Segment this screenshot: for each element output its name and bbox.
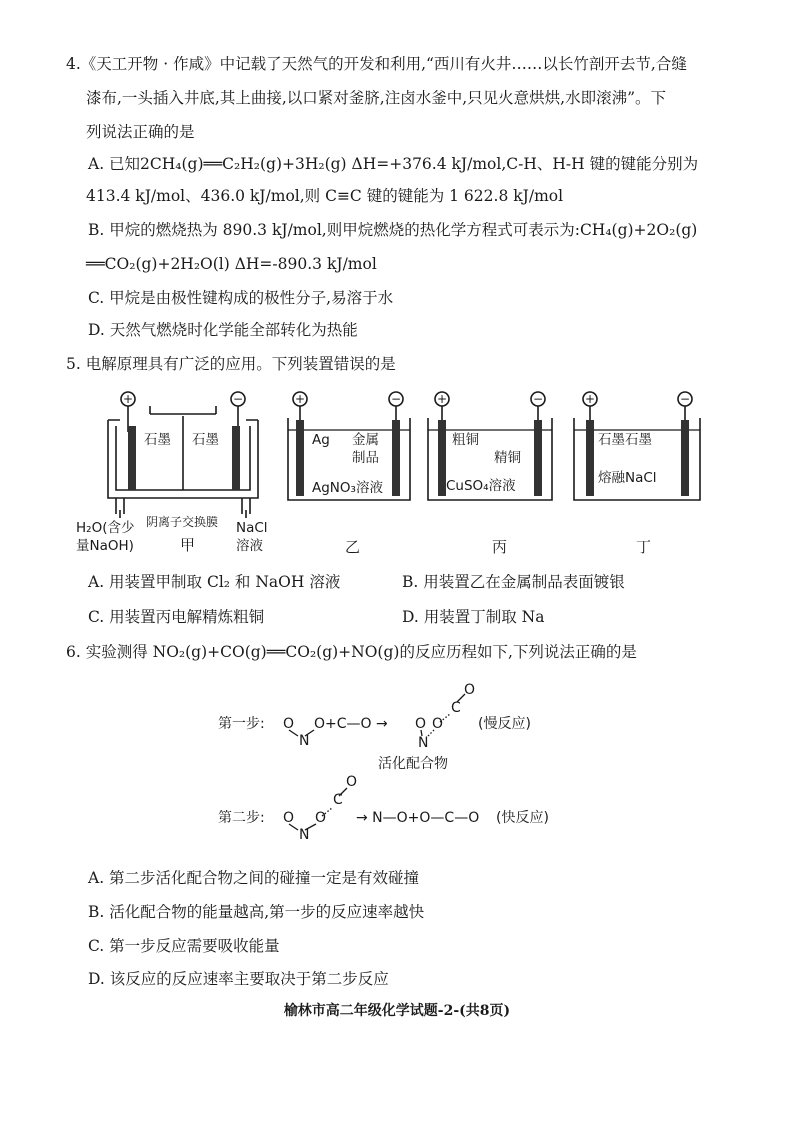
yi-right-electrode-label-line1: 金属 xyxy=(352,432,379,448)
q5-stem: 5. 电解原理具有广泛的应用。下列装置错误的是 xyxy=(66,355,396,373)
jia-left-inlet-line1: H₂O(含少 xyxy=(76,520,135,536)
q4-option-c: C. 甲烷是由极性键构成的极性分子,易溶于水 xyxy=(88,289,394,307)
q6-step2-o3: O xyxy=(346,774,358,790)
jia-left-inlet-line2: 量NaOH) xyxy=(76,538,134,554)
ding-caption: 丁 xyxy=(636,538,652,556)
q6-reaction-mechanism xyxy=(0,672,794,852)
q6-step2-o2: O xyxy=(315,810,327,826)
q4-option-d: D. 天然气燃烧时化学能全部转化为热能 xyxy=(88,321,358,339)
q5-option-d: D. 用装置丁制取 Na xyxy=(402,608,545,626)
ding-electrodes-label: 石墨石墨 xyxy=(598,432,652,448)
q6-complex-n: N xyxy=(418,735,429,751)
jia-minus-sign: − xyxy=(232,392,244,406)
q6-step2-o1: O xyxy=(283,810,295,826)
jia-right-electrode xyxy=(232,426,240,490)
bing-plus-sign: + xyxy=(436,392,448,406)
jia-right-electrode-label: 石墨 xyxy=(192,432,219,448)
q6-step1-no2-o1: O xyxy=(283,716,295,732)
yi-ag-electrode xyxy=(296,420,304,496)
page-footer: 榆林市高二年级化学试题-2-(共8页) xyxy=(283,1003,511,1019)
ding-minus-sign: − xyxy=(679,392,691,406)
q6-option-b: B. 活化配合物的能量越高,第一步的反应速率越快 xyxy=(88,903,425,921)
q5-option-c: C. 用装置丙电解精炼粗铜 xyxy=(88,608,265,626)
q6-step1-label: 第一步: xyxy=(218,716,265,732)
jia-membrane-label: 阴离子交换膜 xyxy=(146,515,219,529)
q4-stem-line2: 漆布,一头插入井底,其上曲接,以口紧对釜脐,注卤水釜中,只见火意烘烘,水即滚沸”。下 xyxy=(86,89,666,107)
jia-right-inlet-line1: NaCl xyxy=(236,520,268,536)
q6-option-c: C. 第一步反应需要吸收能量 xyxy=(88,937,280,955)
yi-right-electrode-label-line2: 制品 xyxy=(352,450,379,466)
q6-step2-note: (快反应) xyxy=(496,810,549,826)
yi-solution-label: AgNO₃溶液 xyxy=(312,480,383,496)
bing-left-electrode-label: 粗铜 xyxy=(452,432,479,448)
q4-option-a-line2: 413.4 kJ/mol、436.0 kJ/mol,则 C≡C 键的键能为 1 622.8 kJ/mol xyxy=(86,187,564,205)
q4-stem-line1: 4.《天工开物 · 作咸》中记载了天然气的开发和利用,“西川有火井……以长竹剖开去节,合缝 xyxy=(66,55,687,73)
q6-step1-no2-n: N xyxy=(299,733,310,749)
q4-option-a-line1: A. 已知2CH₄(g)══C₂H₂(g)+3H₂(g) ΔH=+376.4 kJ/mol,C-H、H-H 键的键能分别为 xyxy=(88,155,699,173)
yi-left-electrode-label: Ag xyxy=(312,432,330,448)
q5-option-b: B. 用装置乙在金属制品表面镀银 xyxy=(402,573,625,591)
jia-left-electrode-label: 石墨 xyxy=(144,432,171,448)
yi-metal-product-electrode xyxy=(392,420,400,496)
q6-complex-o1: O xyxy=(415,716,427,732)
q4-option-b-line1: B. 甲烷的燃烧热为 890.3 kJ/mol,则甲烷燃烧的热化学方程式可表示为:CH₄(g)+2O₂(g) xyxy=(88,221,698,239)
ding-plus-sign: + xyxy=(584,392,596,406)
q5-option-a: A. 用装置甲制取 Cl₂ 和 NaOH 溶液 xyxy=(88,573,341,591)
q6-option-d: D. 该反应的反应速率主要取决于第二步反应 xyxy=(88,970,389,988)
q6-step2-products: → N—O+O—C—O xyxy=(356,810,480,826)
q4-stem-line3: 列说法正确的是 xyxy=(86,123,195,141)
q6-complex-c: C xyxy=(451,700,461,716)
bing-pure-copper-electrode xyxy=(534,420,542,496)
q6-step1-reactants: O+C—O → xyxy=(314,716,388,732)
jia-right-inlet-line2: 溶液 xyxy=(236,538,263,554)
q6-step2-n: N xyxy=(299,827,310,843)
bing-caption: 丙 xyxy=(492,538,508,556)
q6-option-a: A. 第二步活化配合物之间的碰撞一定是有效碰撞 xyxy=(88,869,420,887)
bing-minus-sign: − xyxy=(532,392,544,406)
bing-solution-label: CuSO₄溶液 xyxy=(446,478,516,494)
q6-stem: 6. 实验测得 NO₂(g)+CO(g)══CO₂(g)+NO(g)的反应历程如下,下列说法正确的是 xyxy=(66,643,637,661)
q6-step2-c: C xyxy=(333,792,343,808)
q6-complex-o2: O xyxy=(432,716,444,732)
ding-left-graphite-electrode xyxy=(586,420,594,496)
ding-right-graphite-electrode xyxy=(681,420,689,496)
q5-apparatus-diagrams xyxy=(0,386,794,586)
jia-caption: 甲 xyxy=(180,536,196,554)
yi-minus-sign: − xyxy=(390,392,402,406)
q6-step1-note: (慢反应) xyxy=(478,716,531,732)
jia-left-electrode xyxy=(128,426,136,490)
bing-right-electrode-label: 精铜 xyxy=(494,450,521,466)
bing-crude-copper-electrode xyxy=(438,420,446,496)
ding-solution-label: 熔融NaCl xyxy=(598,470,657,486)
q6-complex-o3: O xyxy=(464,682,476,698)
q6-complex-label: 活化配合物 xyxy=(378,756,448,772)
yi-plus-sign: + xyxy=(294,392,306,406)
q4-option-b-line2: ══CO₂(g)+2H₂O(l) ΔH=-890.3 kJ/mol xyxy=(86,255,377,273)
yi-caption: 乙 xyxy=(345,538,361,556)
jia-plus-sign: + xyxy=(122,392,134,406)
q6-step2-label: 第二步: xyxy=(218,810,265,826)
